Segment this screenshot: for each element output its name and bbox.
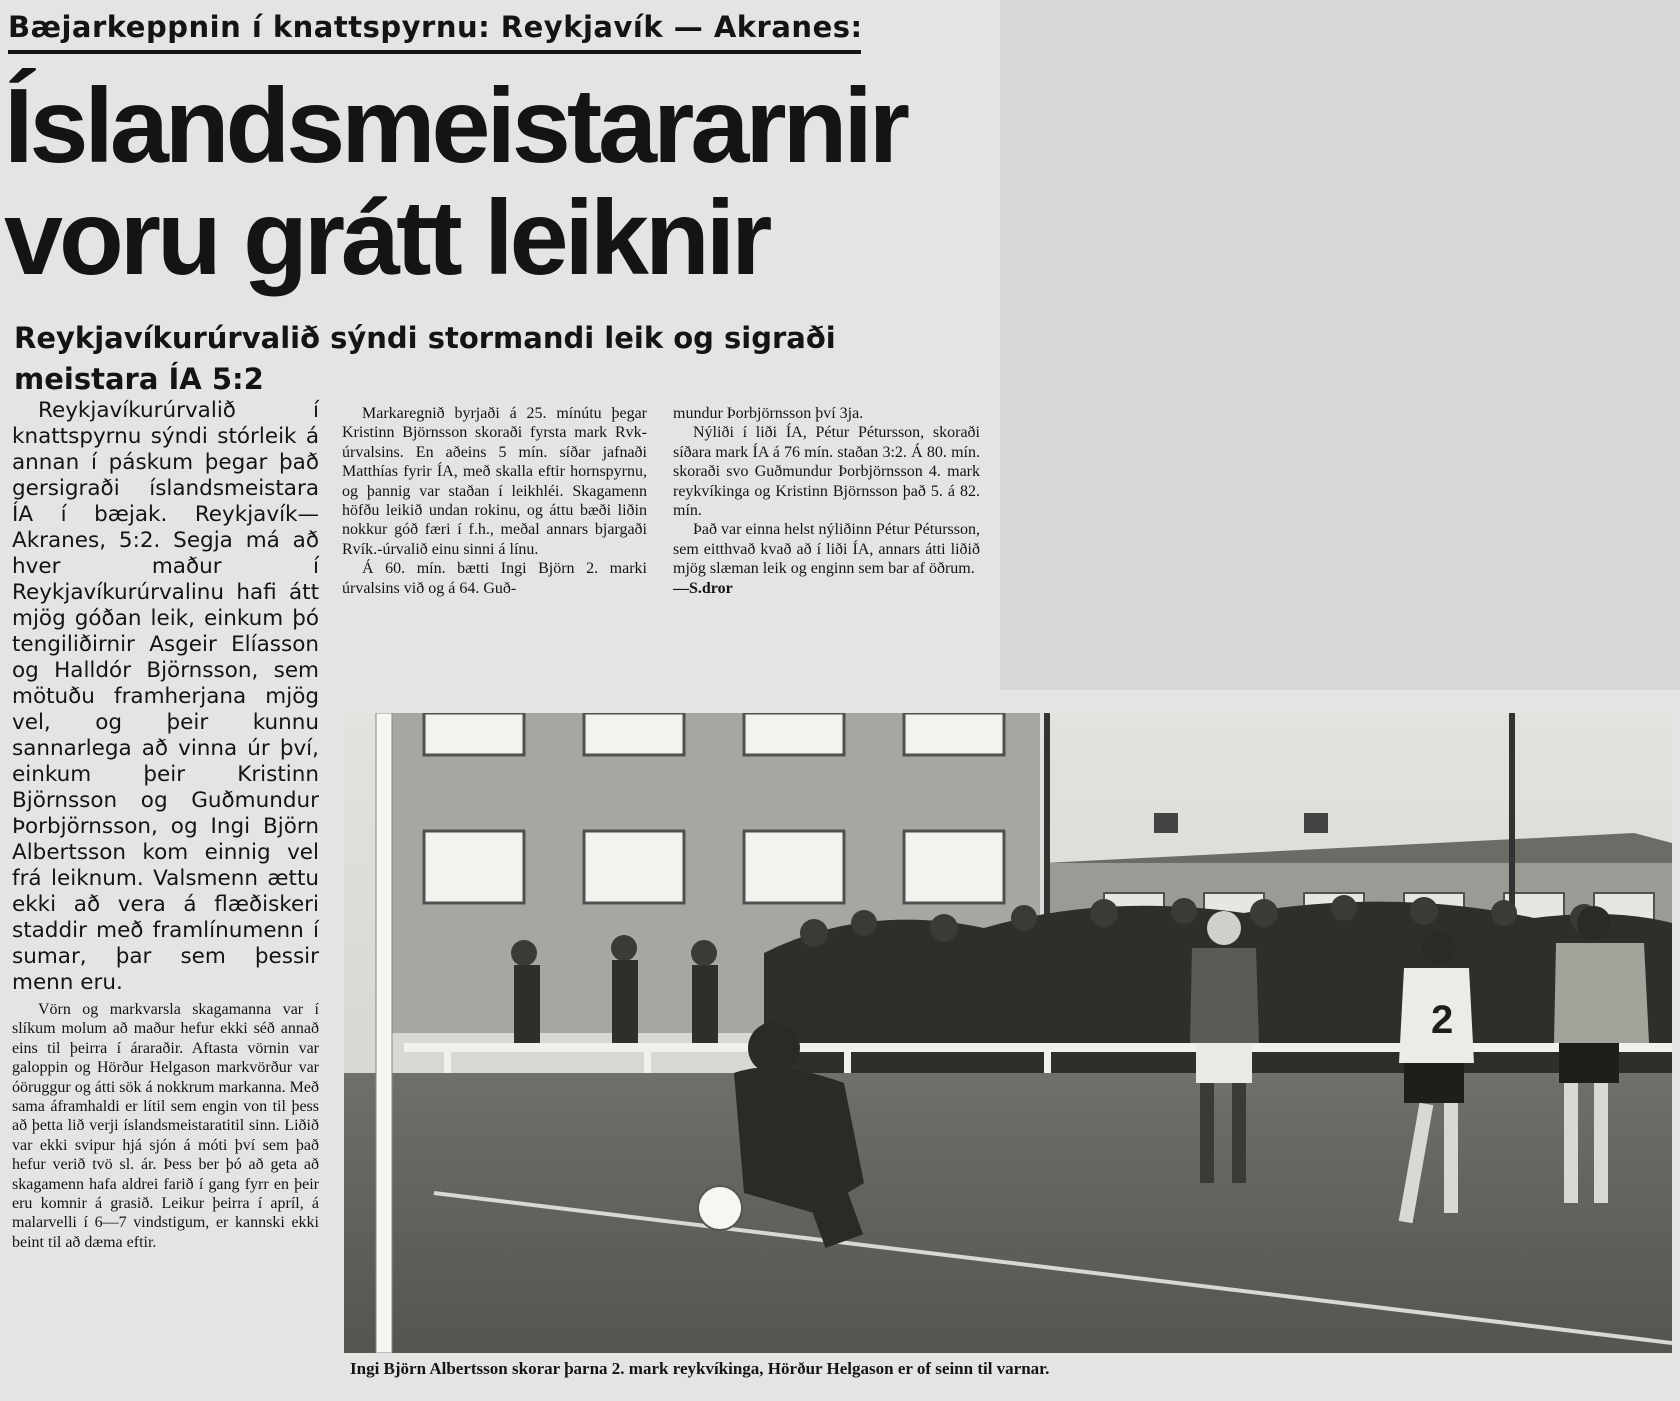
barrier-rail — [404, 1043, 1672, 1052]
column-2-paragraph-2: Á 60. mín. bætti Ingi Björn 2. marki úrvalsins við og á 64. Guð- — [342, 560, 647, 597]
goal-post — [376, 713, 392, 1353]
column-3-continuation: mundur Þorbjörnsson því 3ja. — [673, 405, 864, 422]
match-photo — [344, 713, 1672, 1353]
lead-paragraph: Reykjavíkurúrvalið í knattspyrnu sýndi stórleik á annan í páskum þegar það gersigraði íslandsmeistara ÍA í bæjak. Reykjavík—Akranes, 5:2. Segja má að hver maður í Reykjavíkurúrvalinu hafi átt mjög góðan leik, einkum þó tengiliðirnir Asgeir Elíasson og Halldór Björnsson, sem mötuðu framherjana mjög vel, og þeir kunnu sannarlega að vinna úr því, einkum þeir Kristinn Björnsson og Guðmundur Þorbjörnsson, og Ingi Björn Albertsson kom einnig vel frá leiknum. Valsmenn ættu ekki að vera á flæðiskeri staddir með framlínumenn í sumar, þar sem þessir menn eru. — [12, 398, 319, 995]
column-3-paragraph-2: Nýliði í liði ÍA, Pétur Pétursson, skoraði síðara mark ÍA á 76 mín. staðan 3:2. Á 80. mín. skoraði svo Guðmundur Þorbjörnsson 4. mark reykvíkinga og Kristinn Björnsson það 5. á 82. mín. — [673, 424, 980, 520]
article-kicker: Bæjarkeppnin í knattspyrnu: Reykjavík — Akranes: — [8, 10, 863, 44]
column-1-paragraph-2: Vörn og markvarsla skagamanna var í slíkum molum að maður hefur ekki séð annað eins til þeirra í áraraðir. Aftasta vörnin var galoppin og Hörður Helgason markvörður var óöruggur og átti sök á nokkrum markanna. Með sama áframhaldi er lítil sem engin von til þess að þetta lið verji íslandsmeistaratitil sinn. Liðið var ekki svipur hjá sjón á móti því sem það hefur verið tvö sl. ár. Þess ber þó að geta að skagamenn hafa aldrei farið í gang fyrr en þeir eru komnir á grasið. Leikur þeirra í apríl, á malarvelli í 6—7 vindstigum, er kannski ekki beint til að dæma eftir. — [12, 1001, 319, 1251]
article-byline: —S.dror — [673, 579, 733, 597]
column-2-paragraph-1: Markaregnið byrjaði á 25. mínútu þegar Kristinn Björnsson skoraði fyrsta mark Rvk-úrvalsins. En aðeins 5 mín. síðar jafnaði Matthías fyrir ÍA, með skalla eftir hornspyrnu, og þannig var staðan í leikhléi. Skagamenn höfðu leikið undan rokinu, og áttu bæði liðin nokkur góð færi í f.h., meðal annars bjargaði Rvík.-úrvalið einu sinni á línu. — [342, 405, 647, 558]
article-headline — [4, 67, 964, 297]
column-3-paragraph-3: Það var einna helst nýliðinn Pétur Pétursson, sem eitthvað kvað að í liði ÍA, annars átti liðið mjög slæman leik og enginn sem bar af öðrum. — [673, 521, 980, 578]
photo-caption: Ingi Björn Albertsson skorar þarna 2. mark reykvíkinga, Hörður Helgason er of seinn til varnar. — [350, 1359, 1050, 1378]
pitch — [344, 1073, 1672, 1353]
match-photo-illustration — [344, 713, 1672, 1353]
column-3 — [673, 404, 980, 598]
article-subheadline: Reykjavíkurúrvalið sýndi stormandi leik og sigraði meistara ÍA 5:2 — [14, 321, 836, 396]
football — [698, 1186, 742, 1230]
shirt-number-2: 2 — [1431, 998, 1454, 1042]
kicker-underline — [8, 50, 861, 54]
headline-line-1: Íslandsmeistararnir — [4, 67, 907, 185]
column-2 — [342, 404, 647, 598]
headline-line-2: voru grátt leiknir — [4, 179, 769, 297]
